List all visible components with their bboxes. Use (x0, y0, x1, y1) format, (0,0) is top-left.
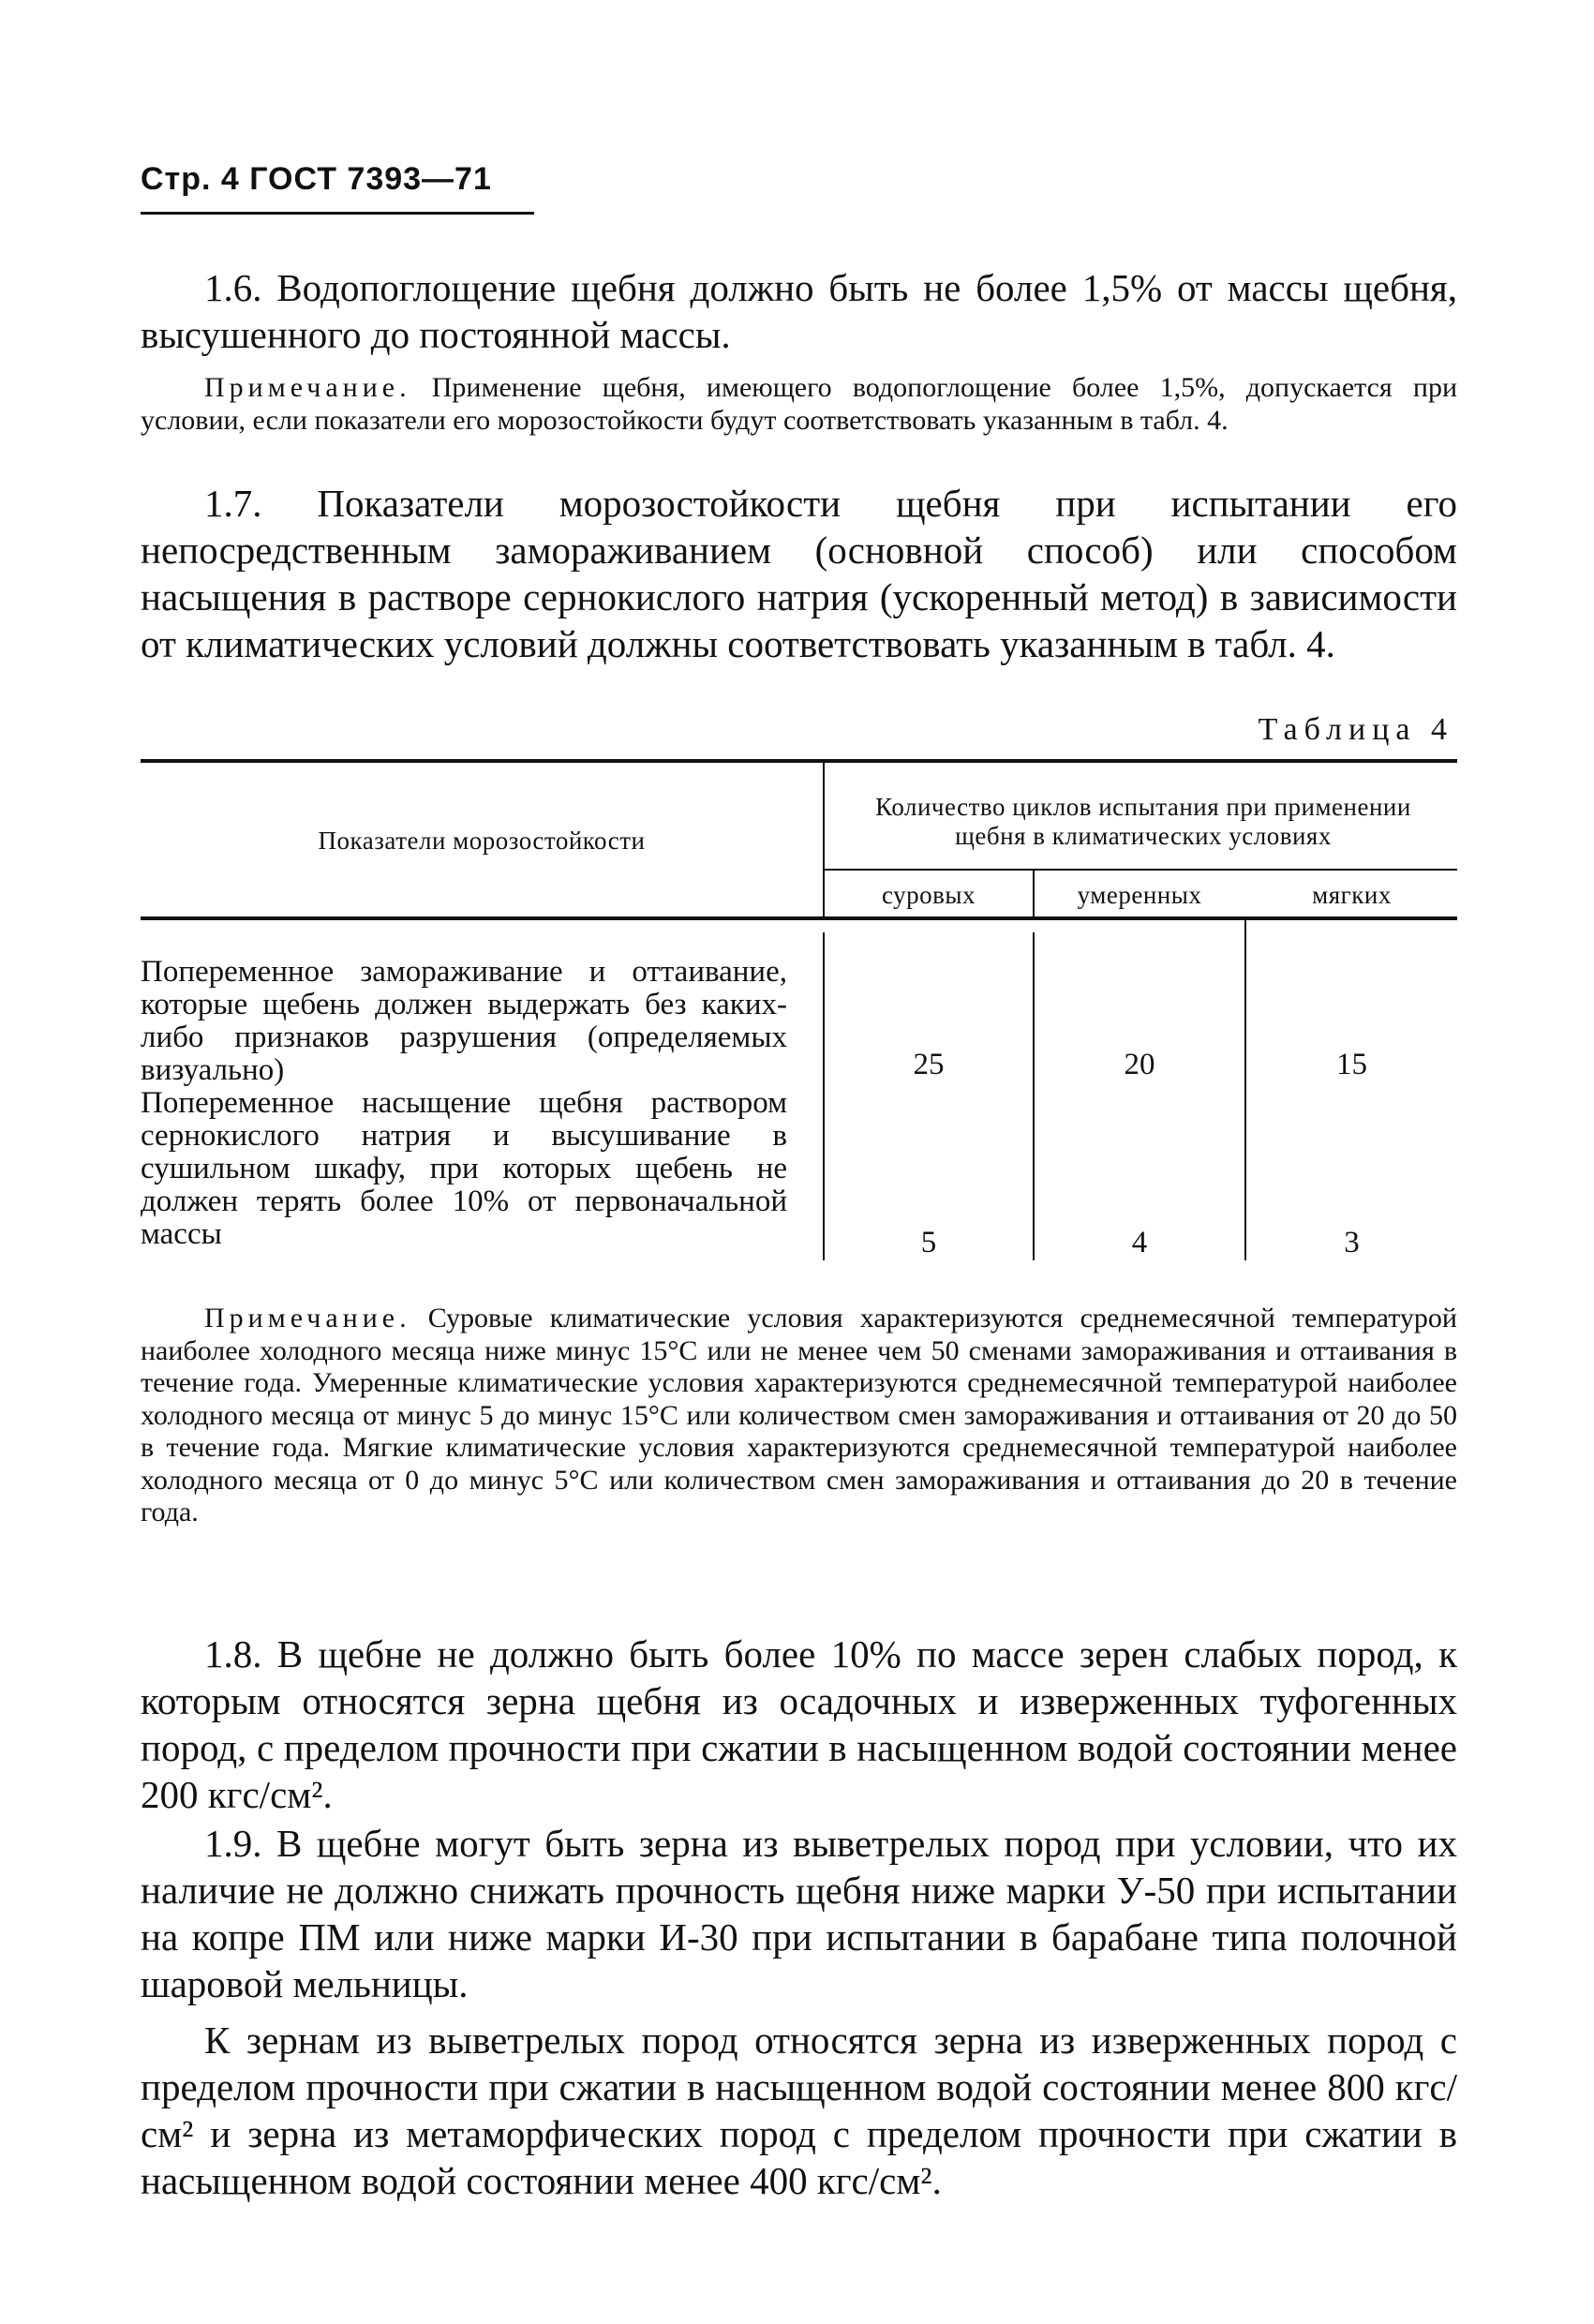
note-label: Примечание. (204, 372, 411, 403)
frost-resistance-table (141, 759, 1457, 1274)
page-header: Стр. 4 ГОСТ 7393—71 (141, 161, 492, 197)
paragraph-1-9-continued: К зернам из выветрелых пород относятся зерна из изверженных пород с пределом прочности при сжатии в насыщенном водой состоянии менее 800 кгс/см² и зерна из метаморфических пород с пределом прочности при сжатии в насыщенном водой состоянии менее 400 кгс/см². (141, 2019, 1457, 2202)
table-vline-body-1 (823, 932, 825, 1260)
paragraph-1-9: 1.9. В щебне могут быть зерна из выветрелых пород при условии, что их наличие не должно снижать прочность щебня ниже марки У-50 при испытании на копре ПМ или ниже марки И-30 при испытании в барабане типа полочной шаровой мельницы. (141, 1822, 1457, 2005)
th-moderate: умеренных (1077, 881, 1202, 909)
row-2-mild: 3 (1344, 1226, 1360, 1259)
row-1-label: Попеременное замораживание и оттаивание, которые щебень должен выдержать без каких-либо признаков разрушения (определяемых визуально) (141, 955, 787, 1087)
section-1-6 (141, 264, 1457, 437)
row-1-moderate: 20 (1124, 1048, 1155, 1081)
row-2-harsh: 5 (920, 1226, 937, 1259)
th-indicator: Показатели морозостойкости (318, 827, 646, 855)
section-1-8 (141, 1631, 1457, 1818)
note-text: Применение щебня, имеющего водопоглощение более 1,5%, допускается при условии, если показатели его морозостойкости будут соответствовать указанным в табл. 4. (141, 372, 1457, 436)
row-1-harsh: 25 (913, 1048, 945, 1081)
th-harsh: суровых (881, 881, 976, 909)
header-rule (141, 212, 534, 215)
table-vline-body-3 (1244, 920, 1246, 1260)
table-top-rule (141, 759, 1457, 763)
row-1-mild: 15 (1336, 1048, 1367, 1081)
table-note-label: Примечание. (204, 1303, 411, 1333)
table-note-text: Суровые климатические условия характеризуются среднемесячной температурой наиболее холодного месяца ниже минус 15°С или не менее чем 50 сменами замораживания и оттаивания в течение года. Умеренные климатические условия характеризуются среднемесячной температурой наиболее холодного месяца от минус 5 до минус 15°С или количеством смен замораживания и оттаивания от 20 до 50 в течение года. Мягкие климатические условия характеризуются среднемесячной температурой наиболее холодного месяца от 0 до минус 5°С или количеством смен замораживания и оттаивания до 20 в течение года. (141, 1303, 1457, 1527)
paragraph-1-8: 1.8. В щебне не должно быть более 10% по массе зерен слабых пород, к которым относятся зерна щебня из осадочных и изверженных туфогенных пород, с пределом прочности при сжатии в насыщенном водой состоянии менее 200 кгс/см². (141, 1632, 1457, 1816)
row-2-moderate: 4 (1131, 1226, 1148, 1259)
table-note (141, 1303, 1457, 1529)
section-1-9 (141, 1820, 1457, 2204)
table-vline-body-2 (1033, 932, 1035, 1260)
note-1-6 (141, 371, 1457, 437)
paragraph-1-6: 1.6. Водопоглощение щебня должно быть не более 1,5% от массы щебня, высушенного до постоянной массы. (141, 266, 1457, 356)
th-mild: мягких (1312, 881, 1392, 909)
section-1-7 (141, 480, 1457, 667)
row-2-label: Попеременное насыщение щебня раствором сернокислого натрия и высушивание в сушильном шкафу, при которых щебень не должен терять более 10% от первоначальной массы (141, 1086, 787, 1251)
table-header-rule (141, 916, 1457, 920)
table-caption: Таблица 4 (1258, 712, 1453, 747)
th-cycles-group: Количество циклов испытания при применении щебня в климатических условиях (875, 793, 1411, 850)
paragraph-1-7: 1.7. Показатели морозостойкости щебня при испытании его непосредственным замораживанием (основной способ) или способом насыщения в растворе сернокислого натрия (ускоренный метод) в зависимости от климатических условий должны соответствовать указанным в табл. 4. (141, 482, 1457, 665)
table-subheader-rule (825, 869, 1457, 871)
table-note-paragraph (141, 1303, 1457, 1529)
